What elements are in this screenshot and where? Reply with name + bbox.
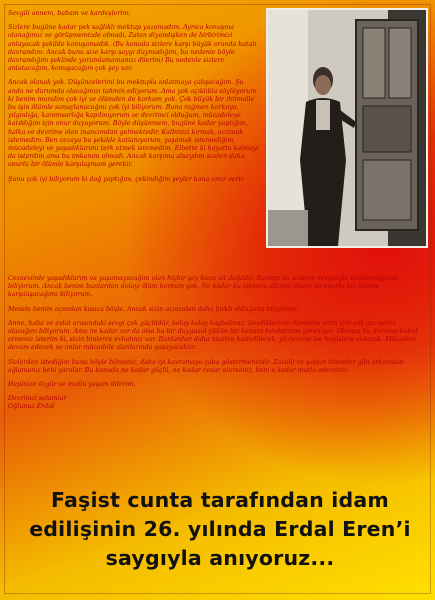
memorial-headline [20, 486, 420, 573]
letter-paragraph-5: Mesele benim açımdan kısaca böyle. Ancak sizin açınızdan daha farklı olduğunu biliyorum. [8, 305, 299, 313]
letter-paragraph-7: Sizlerden istediğim bunu böyle bilmeniz, daha iyi kavramaya çaba göstermenizdir. Zavallı ve şaşkın kimseler gibi arkamdan ağlamanız beni yaralar. Bu konuda ne kadar güçlü, ne kadar cesur olursanız, beni o kadar mutlu edersiniz. [8, 358, 404, 374]
letter-closing: Devrimci selamlar [8, 395, 67, 403]
letter-lower [8, 275, 425, 412]
portrait-photo [266, 8, 428, 248]
letter-paragraph-3: Şunu çok iyi biliyorum ki dağ yaptığım, çekindiğim şeyler bana onur verir. [8, 175, 245, 183]
letter-paragraph-4: Cezaevinde yaşadıklarım ve yaşamayacağım olan hiçbir şey bana ait değildir. Bunları da sizlerin sevgisiyle sürdürdüğümü biliyorum. Ancak benim bunlardan dolayı ölüm korkum yok. Ne kadar bu işkence altında ölsem de onurlu bir ölümle karşılaşacağımı biliyorum. [8, 275, 398, 299]
letter-upper [8, 10, 260, 190]
portrait-photo-image [268, 10, 426, 246]
letter-paragraph-2: Ancak olanak yok. Düşüncelerimi bu mektupla anlatmaya çalışacağım. Şu anda ne durumda olacağınızı tahmin ediyorum. Ama yok açıklıkla söylüyorum ki benim moralim çok iyi ve ölümden de korkum yok. Çok büyük bir ihtimalle bu işin ölümle sonuçlanacağını çok iyi biliyorum. Buna rağmen korkuya, yılgınlığa, karamsarlığa kapılmıyorum ve devrimci olduğum, mücadeleye katıldığım için onur duyuyorum. Böyle düşünmem, bugüne kadar yaptığım, halka ve devrime olan inancımdan gelmektedir. Kalbinizi kırmak, acıtmak istemedim. Ben cezaya bu şekilde katlanıyorum, yaşamak istemediğim, mücadeleyi ve yaşadıklarımı terk etmek istemedim. Elbette ki hayatta kalmayı da isterdim ama bu imkanım olmadı. Ancak karşıma alsaydım sizden daha onurlu bir ölümle karşılaşmam gerekir. [8, 79, 259, 169]
letter-paragraph-6: Anne, baba ve evlat arasındaki sevgi çok güçlüdür, kolay kolay kaybolmaz. Sevdiklerinin ölmesine sizin için çok acı verici olacağını biliyorum. Ama ne kadar zor da olsa bu bir duygusal yükün bir kenara bırakılması gerekiyor. Olmasa bu durumu kabul etmeniz isterim ki, sizin binlerce evladınız var. Bunlardan daha nicelen katledilecek, yüzlercesi ise hapislere atılacak. Mücadele devam edecek ve onlar mücadele alanlarında yaşayacaktır. [8, 319, 418, 352]
letter-signature-block [8, 395, 425, 411]
letter-paragraph-8: Hepinize özgür ve mutlu yaşam dilerim. [8, 381, 136, 389]
letter-paragraph-1: Sizlere bugüne kadar pek sağlıklı mektup yazamadım. Ayrıca konuşma olanağımız ve görüşmemizde olmadı. Zaten diyandışken de birbirimizi anlayacak şekilde konuşamadık. (Bu konuda sizlere karşı büyük oranda hatalı davrandım. Ancak bunu size karşı saygı duymadığım, bu nedenle böyle davrandığım şeklinde yorumlamamanızı dilerim) Bu nedenle sizlere anlatacağım, konuşacağım çok şey var. [8, 24, 257, 73]
headline-line-1: Faşist cunta tarafından idam [51, 488, 389, 512]
letter-signature: Oğlunuz Erdal [8, 403, 55, 411]
letter-salutation: Sevgili annem, babam ve kardeşlerim; [8, 10, 131, 17]
headline-line-3: saygıyla anıyoruz... [105, 546, 335, 570]
headline-line-2: edilişinin 26. yılında Erdal Eren’i [29, 517, 411, 541]
